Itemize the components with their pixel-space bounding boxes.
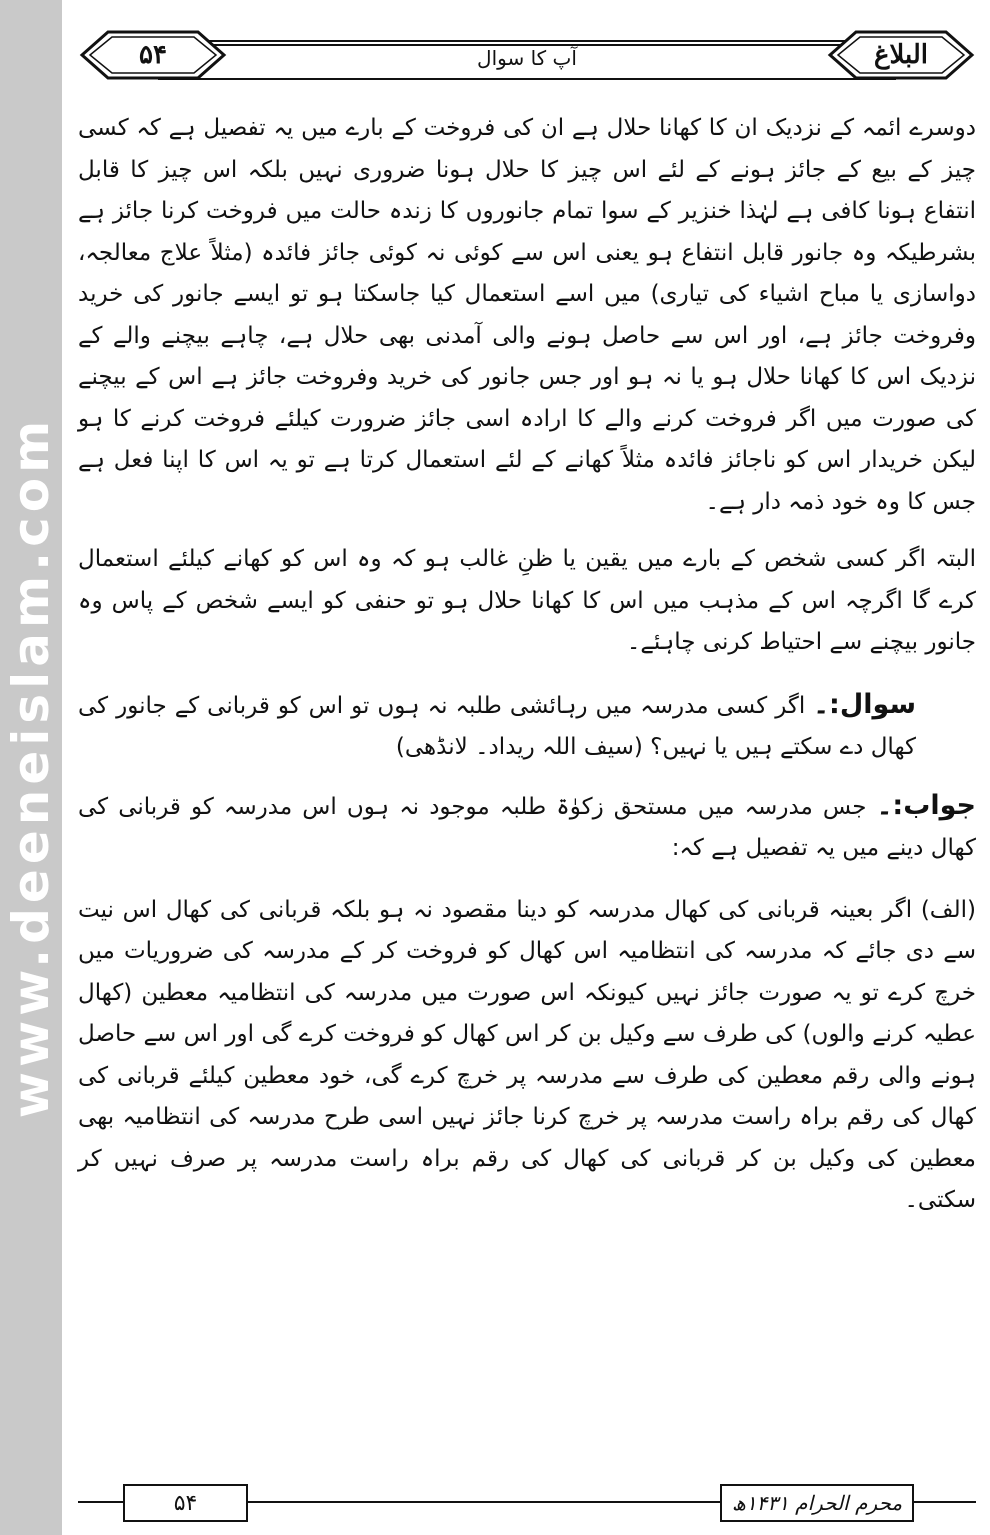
answer-label: جواب:۔ <box>876 789 976 821</box>
question-block <box>78 684 976 769</box>
footer-rule <box>78 1501 123 1503</box>
body-paragraph: البتہ اگر کسی شخص کے بارے میں یقین یا ظنِ غالب ہو کہ وہ اس کو کھانے کیلئے استعمال کرے گا اگرچہ اس کے مذہب میں اس کا کھانا حلال ہو تو حنفی کو ایسے شخص کے پاس وہ جانور بیچنے سے احتیاط کرنی چاہئے۔ <box>78 546 976 655</box>
body-paragraph: دوسرے ائمہ کے نزدیک ان کا کھانا حلال ہے ان کی فروخت کے بارے میں یہ تفصیل ہے کہ کسی چیز کے بیع کے جائز ہونے کے لئے اس چیز کا حلال ہونا ضروری نہیں بلکہ اس چیز کا قابل انتفاع ہونا کافی ہے لہٰذا خنزیر کے سوا تمام جانوروں کا زندہ حالت میں فروخت کرنا جائز ہے بشرطیکہ وہ جانور قابل انتفاع ہو یعنی اس سے کوئی نہ کوئی جائز فائدہ (مثلاً علاج معالجہ، دواسازی یا مباح اشیاء کی تیاری) میں اسے استعمال کیا جاسکتا ہو تو ایسے جانور کی خرید وفروخت جائز ہے، اور اس سے حاصل ہونے والی آمدنی بھی حلال ہے، چاہے بیچنے والے کے نزدیک اس کا کھانا حلال ہو یا نہ ہو اور جس جانور کی خرید وفروخت جائز ہے اس کے بیچنے کی صورت میں اگر فروخت کرنے والے کا ارادہ اسی جائز ضرورت کیلئے فروخت کرنے کا ہو لیکن خریدار اس کو ناجائز فائدہ مثلاً کھانے کے لئے استعمال کرتا ہے تو یہ اس کا اپنا فعل ہے جس کا وہ خود ذمہ دار ہے۔ <box>78 115 976 515</box>
page-footer <box>78 1482 976 1522</box>
header-page-number-badge <box>78 28 228 82</box>
watermark-strip <box>0 0 62 1535</box>
footer-rule <box>248 1501 720 1503</box>
header-rule <box>158 40 896 42</box>
magazine-name: البلاغ <box>873 40 929 70</box>
question-text: اگر کسی مدرسہ میں رہائشی طلبہ نہ ہوں تو اس کو قربانی کے جانور کی کھال دے سکتے ہیں یا نہیں؟ (سیف اللہ ریداد۔ لانڈھی) <box>78 692 916 760</box>
answer-detail-paragraph: (الف) اگر بعینہ قربانی کی کھال مدرسہ کو دینا مقصود نہ ہو بلکہ قربانی کی کھال اس نیت سے دی جائے کہ مدرسہ کی انتظامیہ اس کھال کو فروخت کر کے مدرسہ کی ضروریات میں خرچ کرے تو یہ صورت جائز نہیں کیونکہ اس صورت میں مدرسہ کی انتظامیہ معطین (کھال عطیہ کرنے والوں) کی طرف سے وکیل بن کر اس کھال کو فروخت کرے گی اور اس سے حاصل ہونے والی رقم معطین کی طرف سے مدرسہ پر خرچ کرے گی، خود معطین کیلئے قربانی کی کھال کی رقم براہ راست مدرسہ پر خرچ کرنا جائز نہیں اسی طرح مدرسہ کی انتظامیہ بھی معطین کی وکیل بن کر قربانی کی کھال کی رقم براہ راست مدرسہ پر صرف نہیں کر سکتی۔ <box>78 896 976 1213</box>
header-page-number: ۵۴ <box>139 40 167 70</box>
magazine-logo-badge <box>826 28 976 82</box>
footer-page-number: ۵۴ <box>123 1484 248 1522</box>
footer-rule <box>913 1501 976 1503</box>
issue-date: محرم الحرام ۱۴۳۱ھ <box>720 1484 914 1522</box>
article-body <box>78 108 976 1238</box>
section-title: آپ کا سوال <box>477 46 577 70</box>
question-label: سوال:۔ <box>813 688 916 720</box>
answer-text: جس مدرسہ میں مستحق زکوٰۃ طلبہ موجود نہ ہوں اس مدرسہ کو قربانی کی کھال دینے میں یہ تفصیل ہے کہ: <box>78 793 976 861</box>
site-watermark: www.deeneislam.com <box>2 415 60 1119</box>
answer-block <box>78 785 976 870</box>
header-rule <box>158 78 896 80</box>
page-header <box>78 18 976 88</box>
